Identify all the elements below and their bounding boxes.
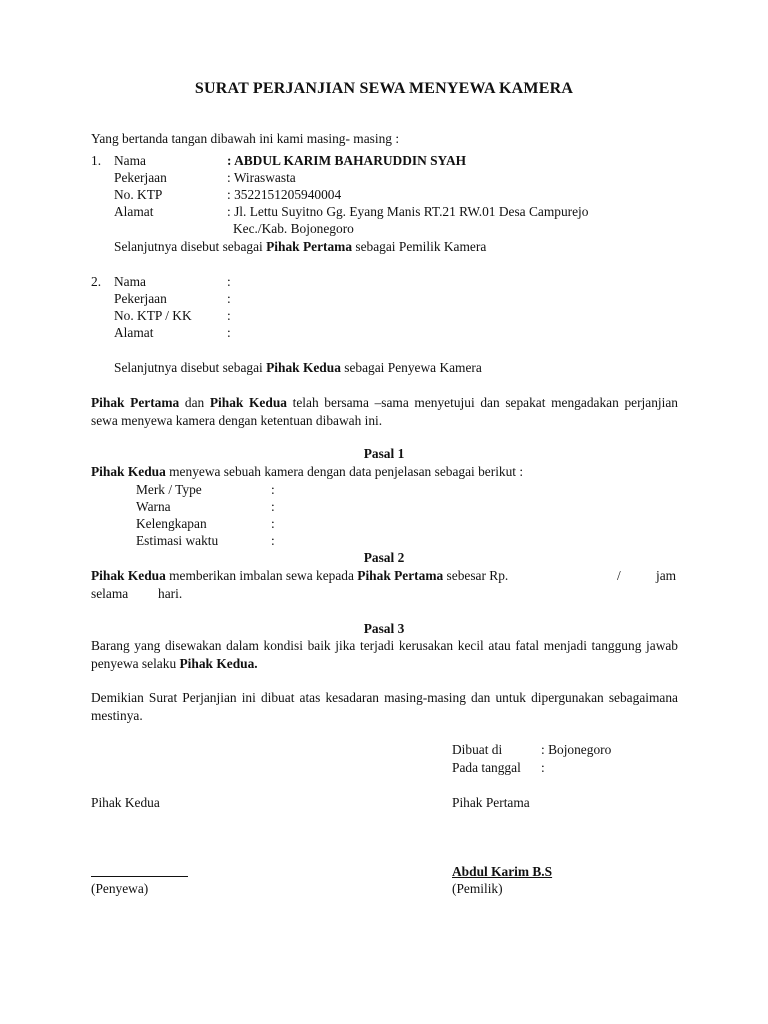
- party1-address-label: Alamat: [114, 204, 154, 219]
- document-title: SURAT PERJANJIAN SEWA MENYEWA KAMERA: [194, 80, 574, 97]
- date-label: Pada tanggal: [452, 760, 521, 775]
- party1-name-label: Nama: [114, 153, 146, 168]
- pasal1-field-colon: :: [271, 482, 275, 497]
- pasal1-field-label: Estimasi waktu: [136, 533, 219, 548]
- party2-address-label: Alamat: [114, 325, 154, 340]
- party1-address-line2: Kec./Kab. Bojonegoro: [233, 221, 354, 236]
- party2-job-label: Pekerjaan: [114, 291, 167, 306]
- made-at-value: : Bojonegoro: [541, 742, 612, 757]
- pasal1-lead: Pihak Kedua menyewa sebuah kamera dengan data penjelasan sebagai berikut :: [91, 464, 524, 479]
- pasal2-jam: jam: [656, 568, 677, 583]
- pasal2-heading: Pasal 2: [363, 550, 405, 565]
- pasal3-paragraph: Barang yang disewakan dalam kondisi baik jika terjadi kerusakan kecil atau fatal menjadi tanggung jawab penyewa selaku Pihak Kedua.: [91, 638, 678, 671]
- party2-name-colon: :: [227, 274, 231, 289]
- signature-right-name: Abdul Karim B.S: [452, 864, 553, 879]
- party2-id-label: No. KTP / KK: [114, 308, 192, 323]
- signature-left-title: Pihak Kedua: [91, 795, 160, 810]
- party1-id-label: No. KTP: [114, 187, 163, 202]
- closing-paragraph: Demikian Surat Perjanjian ini dibuat atas kesadaran masing-masing dan untuk dipergunakan sebagaimana mestinya.: [91, 690, 678, 723]
- pasal1-heading: Pasal 1: [363, 446, 405, 461]
- party1-job-label: Pekerjaan: [114, 170, 167, 185]
- signature-left-role: (Penyewa): [91, 881, 149, 896]
- pasal2-slash: /: [617, 568, 621, 583]
- pasal2-hari: hari.: [158, 586, 183, 601]
- party1-name-value: : ABDUL KARIM BAHARUDDIN SYAH: [227, 153, 467, 168]
- party2-id-colon: :: [227, 308, 231, 323]
- party1-job-value: : Wiraswasta: [227, 170, 296, 185]
- party1-role: Selanjutnya disebut sebagai Pihak Pertama sebagai Pemilik Kamera: [114, 239, 487, 254]
- party2-address-colon: :: [227, 325, 231, 340]
- intro-text: Yang bertanda tangan dibawah ini kami masing- masing :: [91, 131, 400, 146]
- pasal1-field-colon: :: [271, 499, 275, 514]
- pasal1-field-label: Warna: [136, 499, 171, 514]
- date-value: :: [541, 760, 545, 775]
- pasal2-text: Pihak Kedua memberikan imbalan sewa kepada Pihak Pertama sebesar Rp.: [91, 568, 509, 583]
- party1-address-line1: : Jl. Lettu Suyitno Gg. Eyang Manis RT.21 RW.01 Desa Campurejo: [227, 204, 589, 219]
- pasal3-heading: Pasal 3: [363, 621, 405, 636]
- party2-role-name: Pihak Kedua: [266, 360, 341, 375]
- agreement-paragraph: Pihak Pertama dan Pihak Kedua telah bersama –sama menyetujui dan sepakat mengadakan perjanjian sewa menyewa kamera dengan ketentuan dibawah ini.: [91, 395, 678, 428]
- pasal2-selama: selama: [91, 586, 129, 601]
- party2-name-label: Nama: [114, 274, 146, 289]
- signature-right-role: (Pemilik): [452, 881, 503, 896]
- signature-left-line: [91, 863, 188, 882]
- party2-role: Selanjutnya disebut sebagai Pihak Kedua sebagai Penyewa Kamera: [114, 360, 482, 375]
- party2-job-colon: :: [227, 291, 231, 306]
- signature-right-title: Pihak Pertama: [452, 795, 530, 810]
- pasal1-field-label: Merk / Type: [136, 482, 202, 497]
- party1-number: 1.: [91, 153, 102, 168]
- pasal1-field-colon: :: [271, 533, 275, 548]
- made-at-label: Dibuat di: [452, 742, 503, 757]
- pasal1-field-label: Kelengkapan: [136, 516, 207, 531]
- party1-role-name: Pihak Pertama: [266, 239, 353, 254]
- party2-number: 2.: [91, 274, 102, 289]
- pasal1-field-colon: :: [271, 516, 275, 531]
- party1-id-value: : 3522151205940004: [227, 187, 342, 202]
